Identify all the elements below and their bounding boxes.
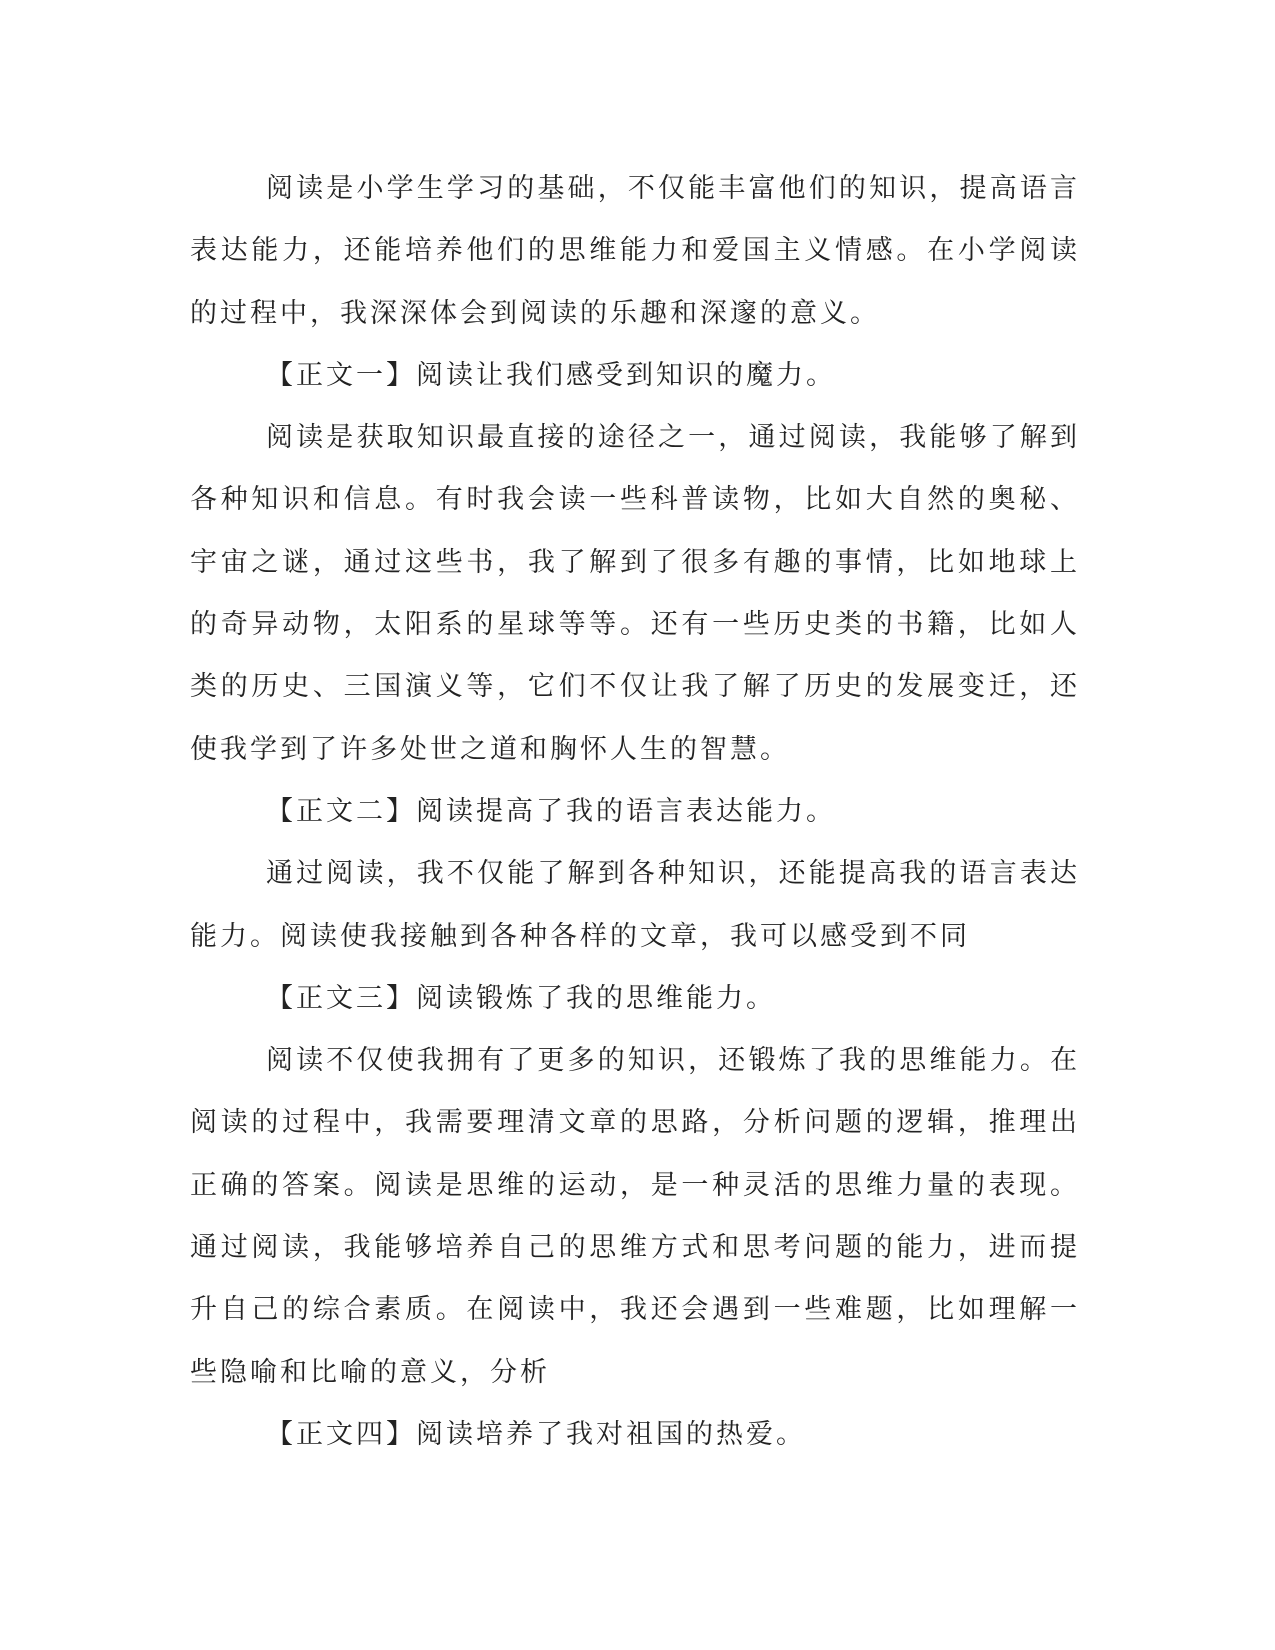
section-heading-1: 【正文一】阅读让我们感受到知识的魔力。: [266, 359, 836, 391]
section-heading-3: 【正文三】阅读锻炼了我的思维能力。: [266, 982, 776, 1014]
section-paragraph-2: 通过阅读，我不仅能了解到各种知识，还能提高我的语言表达能力。阅读使我接触到各种各样的文章，我可以感受到不同: [190, 858, 1080, 952]
section-heading-4: 【正文四】阅读培养了我对祖国的热爱。: [266, 1418, 806, 1450]
section-heading-2: 【正文二】阅读提高了我的语言表达能力。: [266, 795, 836, 827]
intro-paragraph: 阅读是小学生学习的基础，不仅能丰富他们的知识，提高语言表达能力，还能培养他们的思维能力和爱国主义情感。在小学阅读的过程中，我深深体会到阅读的乐趣和深邃的意义。: [190, 173, 1080, 329]
section-paragraph-1: 阅读是获取知识最直接的途径之一，通过阅读，我能够了解到各种知识和信息。有时我会读一些科普读物，比如大自然的奥秘、宇宙之谜，通过这些书，我了解到了很多有趣的事情，比如地球上的奇异动物，太阳系的星球等等。还有一些历史类的书籍，比如人类的历史、三国演义等，它们不仅让我了解了历史的发展变迁，还使我学到了许多处世之道和胸怀人生的智慧。: [190, 422, 1080, 765]
section-paragraph-3: 阅读不仅使我拥有了更多的知识，还锻炼了我的思维能力。在阅读的过程中，我需要理清文章的思路，分析问题的逻辑，推理出正确的答案。阅读是思维的运动，是一种灵活的思维力量的表现。通过阅读，我能够培养自己的思维方式和思考问题的能力，进而提升自己的综合素质。在阅读中，我还会遇到一些难题，比如理解一些隐喻和比喻的意义，分析: [190, 1045, 1080, 1388]
document-body: [190, 158, 1080, 1466]
